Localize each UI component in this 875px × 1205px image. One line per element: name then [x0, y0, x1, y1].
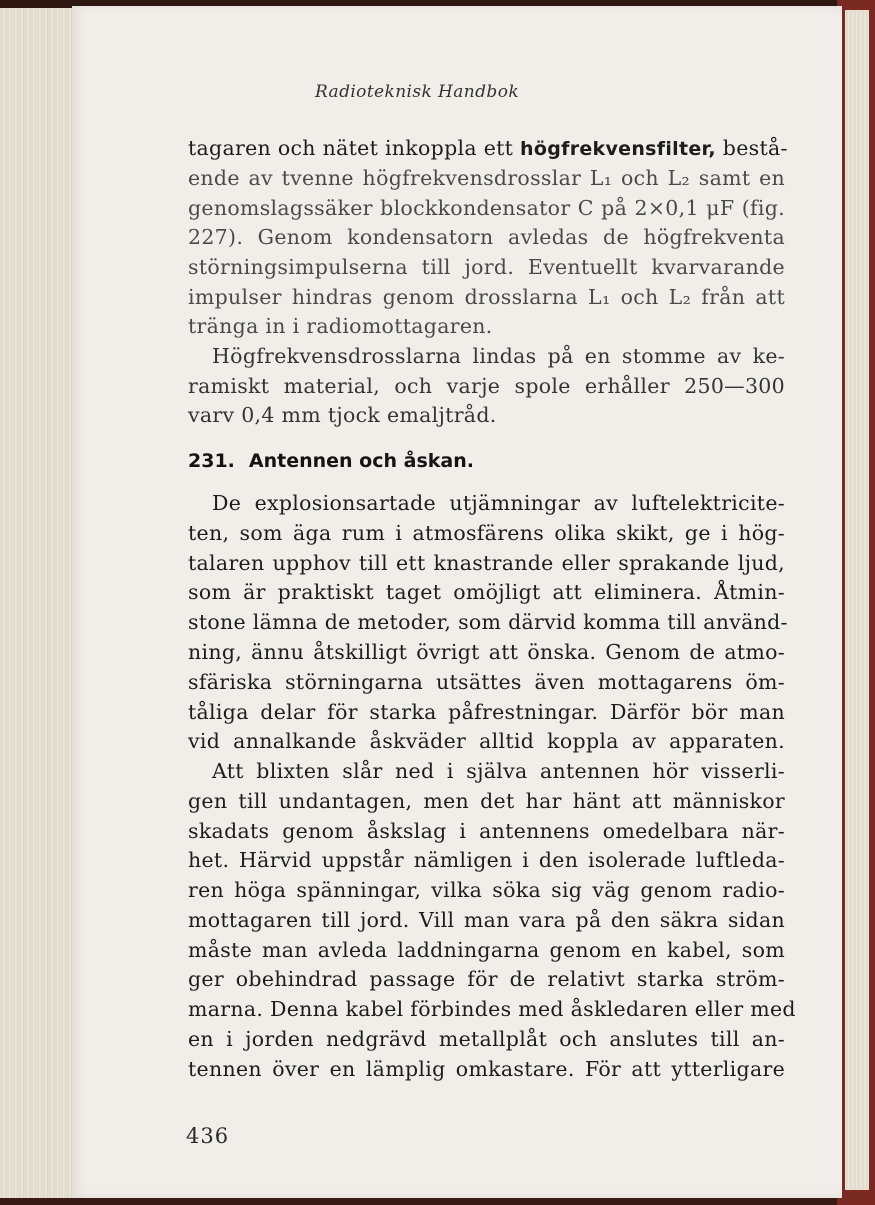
para1-line-3: genomslagssäker blockkondensator C på 2×0,1 μF (fig. [188, 196, 785, 220]
para3-line-7: sfäriska störningarna utsättes även mottagarens öm- [188, 670, 785, 694]
para1-line-5: störningsimpulserna till jord. Eventuellt kvarvarande [188, 255, 785, 279]
para3-line-5: stone lämna de metoder, som därvid komma till använd- [188, 610, 788, 634]
section-number: 231. [188, 450, 235, 472]
para1-line-4: 227). Genom kondensatorn avledas de högfrekventa [188, 225, 785, 249]
left-page-stack [0, 8, 79, 1198]
para2-line-3: varv 0,4 mm tjock emaljtråd. [188, 403, 497, 427]
para1-line-2: ende av tvenne högfrekvensdrosslar L₁ och L₂ samt en [188, 166, 785, 190]
para3-line-6: ning, ännu åtskilligt övrigt att önska. Genom de atmo- [188, 640, 785, 664]
para2-line-2: ramiskt material, och varje spole erhåller 250—300 [188, 374, 785, 398]
para4-line-5: ren höga spänningar, vilka söka sig väg genom radio- [188, 878, 785, 902]
para4-line-7: måste man avleda laddningarna genom en kabel, som [188, 938, 785, 962]
para4-line-6: mottagaren till jord. Vill man vara på den säkra sidan [188, 908, 785, 932]
para2-line-1: Högfrekvensdrosslarna lindas på en stomme av ke- [212, 344, 785, 368]
para1-line-1: tagaren och nätet inkoppla ett högfrekvensfilter, bestå- [188, 136, 788, 160]
para3-line-9: vid annalkande åskväder alltid koppla av apparaten. [188, 729, 785, 753]
para4-line-2: gen till undantagen, men det har hänt att människor [188, 789, 785, 813]
right-page-stack [845, 10, 869, 1190]
section-heading [188, 450, 474, 472]
book-page [72, 6, 842, 1198]
para3-line-2: ten, som äga rum i atmosfärens olika skikt, ge i hög- [188, 521, 785, 545]
para4-line-8: ger obehindrad passage för de relativt starka ström- [188, 967, 785, 991]
section-title: Antennen och åskan. [248, 450, 474, 472]
para1-line-7: tränga in i radiomottagaren. [188, 314, 493, 338]
para4-line-1: Att blixten slår ned i själva antennen hör visserli- [212, 759, 785, 783]
book-cover-edge [837, 0, 875, 1205]
para4-line-3: skadats genom åskslag i antennens omedelbara när- [188, 819, 785, 843]
para4-line-4: het. Härvid uppstår nämligen i den isolerade luftleda- [188, 848, 785, 872]
para4-line-11: tennen över en lämplig omkastare. För att ytterligare [188, 1057, 785, 1081]
para3-line-1: De explosionsartade utjämningar av luftelektricite- [212, 491, 785, 515]
para3-line-3: talaren upphov till ett knastrande eller sprakande ljud, [188, 551, 785, 575]
para3-line-8: tåliga delar för starka påfrestningar. Därför bör man [188, 700, 785, 724]
para4-line-9: marna. Denna kabel förbindes med åskledaren eller med [188, 997, 796, 1021]
para1-line-6: impulser hindras genom drosslarna L₁ och L₂ från att [188, 285, 785, 309]
page-number: 436 [186, 1124, 230, 1148]
para4-line-10: en i jorden nedgrävd metallplåt och anslutes till an- [188, 1027, 785, 1051]
bold-term: högfrekvensfilter, [520, 138, 716, 160]
running-head: Radioteknisk Handbok [314, 82, 520, 102]
para3-line-4: som är praktiskt taget omöjligt att eliminera. Åtmin- [188, 580, 785, 604]
